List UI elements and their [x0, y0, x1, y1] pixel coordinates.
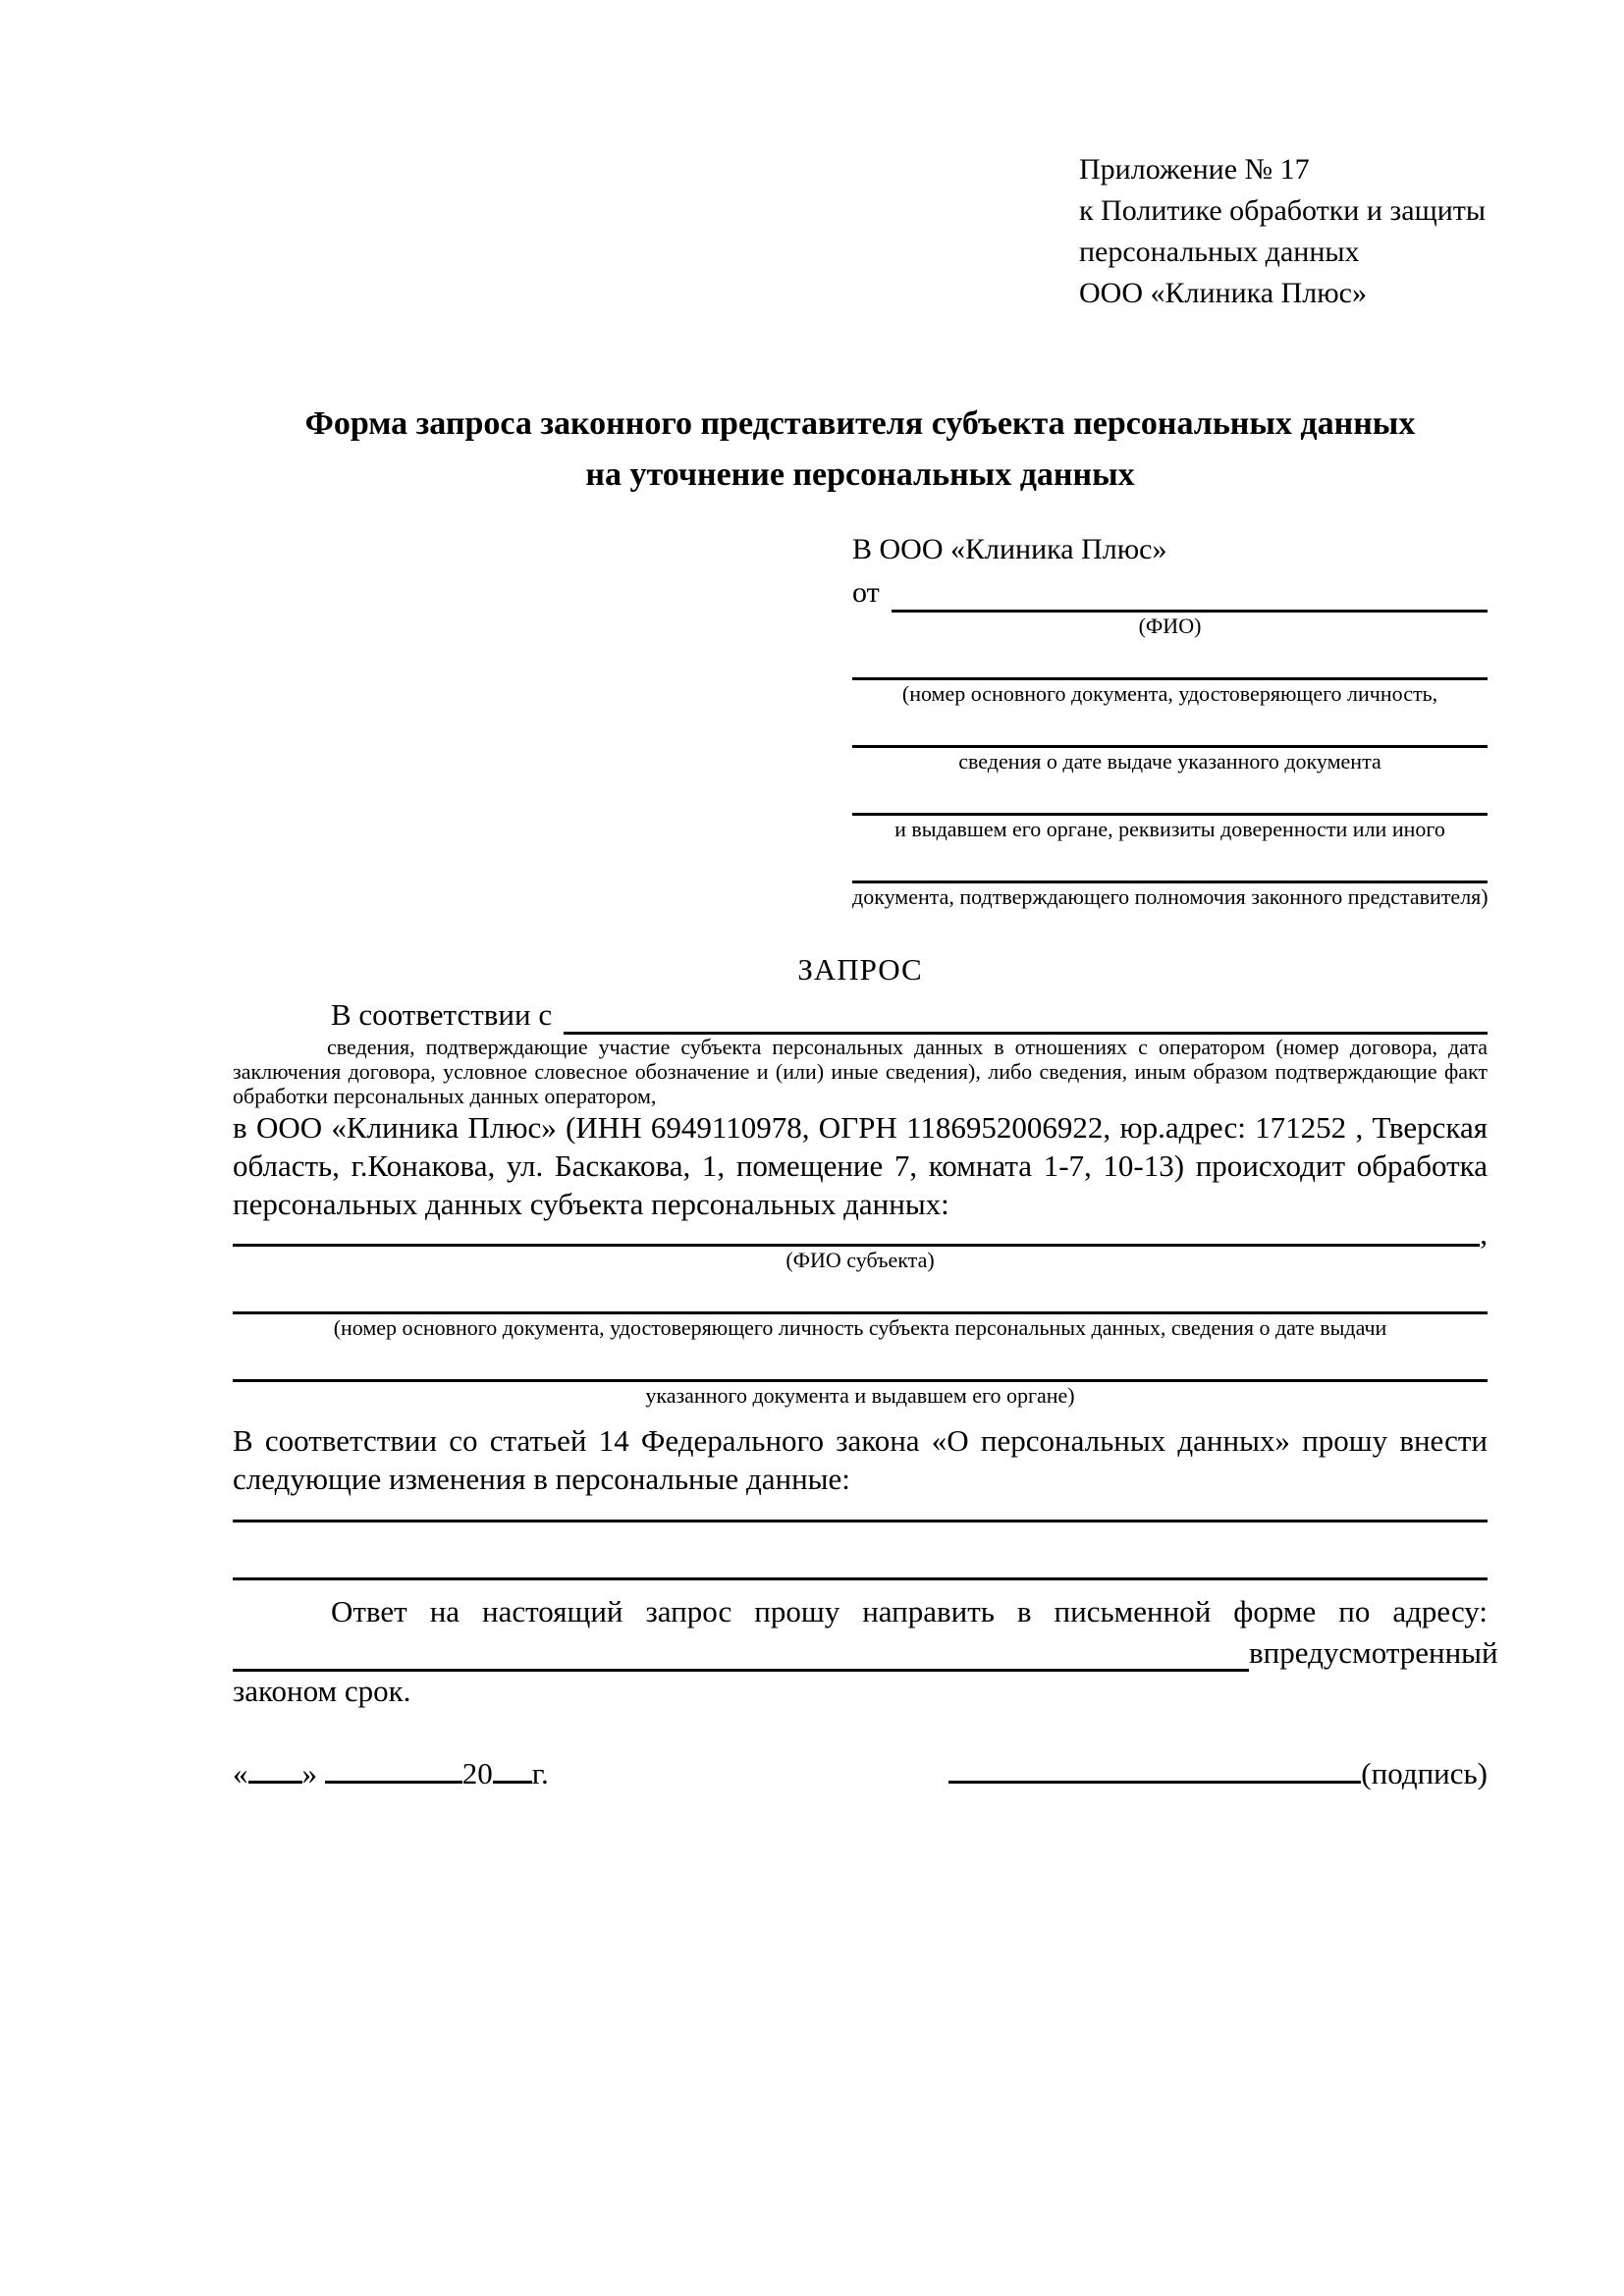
addressee-to: В ООО «Клиника Плюс»: [852, 533, 1167, 565]
year-blank-line: [493, 1749, 532, 1784]
signature-blank-line: [948, 1749, 1361, 1784]
appendix-line-4: ООО «Клиника Плюс»: [1079, 277, 1367, 309]
addressee-block: [852, 530, 1488, 911]
representative-doc-blank-line-4: [852, 843, 1488, 883]
caption-doc-3: и выдавшем его органе, реквизиты доверенности или иного: [894, 817, 1445, 841]
year-prefix: 20: [461, 1756, 493, 1790]
day-blank-line: [248, 1749, 302, 1784]
reply-tail-word-1: в: [1249, 1635, 1264, 1670]
reply-sentence: Ответ на настоящий запрос прошу направить в письменной форме по адресу:: [331, 1594, 1488, 1629]
operator-paragraph: в ООО «Клиника Плюс» (ИНН 6949110978, ОГРН 1186952006922, юр.адрес: 171252 , Тверская область, г.Конакова, ул. Баскакова, 1, помещение 7, комната 1-7, 10-13) происходит обработка персональных данных субъекта персональных данных:: [233, 1110, 1488, 1221]
appendix-line-2: к Политике обработки и защиты: [1079, 194, 1487, 227]
caption-fio: (ФИО): [1138, 614, 1202, 638]
comma-after-blank: ,: [1480, 1216, 1488, 1251]
basis-prefix: В соответствии с: [331, 997, 553, 1032]
signature-group: [948, 1749, 1488, 1793]
signature-caption: (подпись): [1361, 1756, 1488, 1790]
law-paragraph: В соответствии со статьей 14 Федерального закона «О персональных данных» прошу внести следующие изменения в персональные данные:: [233, 1423, 1488, 1496]
representative-doc-blank-line-1: [852, 640, 1488, 680]
basis-caption: сведения, подтверждающие участие субъекта персональных данных в отношениях с оператором (номер договора, дата заключения договора, условное словесное обозначение и (или) иные сведения), либо сведения, иным образом подтверждающие факт обработки персональных данных оператором,: [233, 1035, 1488, 1108]
date-signature-row: [233, 1749, 1488, 1793]
date-open-quote: «: [233, 1756, 248, 1790]
year-suffix: г.: [531, 1756, 549, 1790]
reply-address-row: [233, 1630, 1498, 1672]
reply-end: законом срок.: [233, 1674, 411, 1708]
changes-blank-line-2: [233, 1522, 1488, 1580]
representative-doc-blank-line-3: [852, 775, 1488, 816]
subject-doc-blank-line-2: [233, 1342, 1488, 1382]
subject-fio-row: [233, 1216, 1488, 1251]
caption-subject-doc-2: указанного документа и выдавшем его органе): [645, 1383, 1075, 1408]
from-row: [852, 569, 1488, 613]
subject-doc-blank-line-1: [233, 1274, 1488, 1314]
month-blank-line: [325, 1749, 462, 1784]
appendix-block: [1079, 149, 1488, 314]
caption-subject-fio: (ФИО субъекта): [785, 1248, 935, 1272]
caption-subject-doc-1: (номер основного документа, удостоверяющего личность субъекта персональных данных, сведения о дате выдачи: [333, 1315, 1387, 1340]
representative-doc-blank-line-2: [852, 708, 1488, 748]
caption-doc-4: документа, подтверждающего полномочия законного представителя): [852, 884, 1489, 909]
title-line-2: на уточнение персональных данных: [585, 456, 1135, 493]
caption-doc-2: сведения о дате выдаче указанного документа: [958, 749, 1381, 774]
changes-blank-line-1: [233, 1498, 1488, 1522]
caption-doc-1: (номер основного документа, удостоверяющего личность,: [901, 681, 1438, 706]
appendix-line-1: Приложение № 17: [1079, 153, 1310, 186]
from-label: от: [852, 576, 880, 609]
document-title: [233, 399, 1488, 501]
request-heading: ЗАПРОС: [797, 952, 923, 987]
date-close-quote: »: [301, 1756, 317, 1790]
date-group: [233, 1749, 549, 1793]
reply-tail-word-2: предусмотренный: [1263, 1635, 1498, 1670]
title-line-1: Форма запроса законного представителя субъекта персональных данных: [304, 405, 1416, 442]
appendix-line-3: персональных данных: [1079, 236, 1360, 268]
basis-row: [233, 995, 1488, 1035]
